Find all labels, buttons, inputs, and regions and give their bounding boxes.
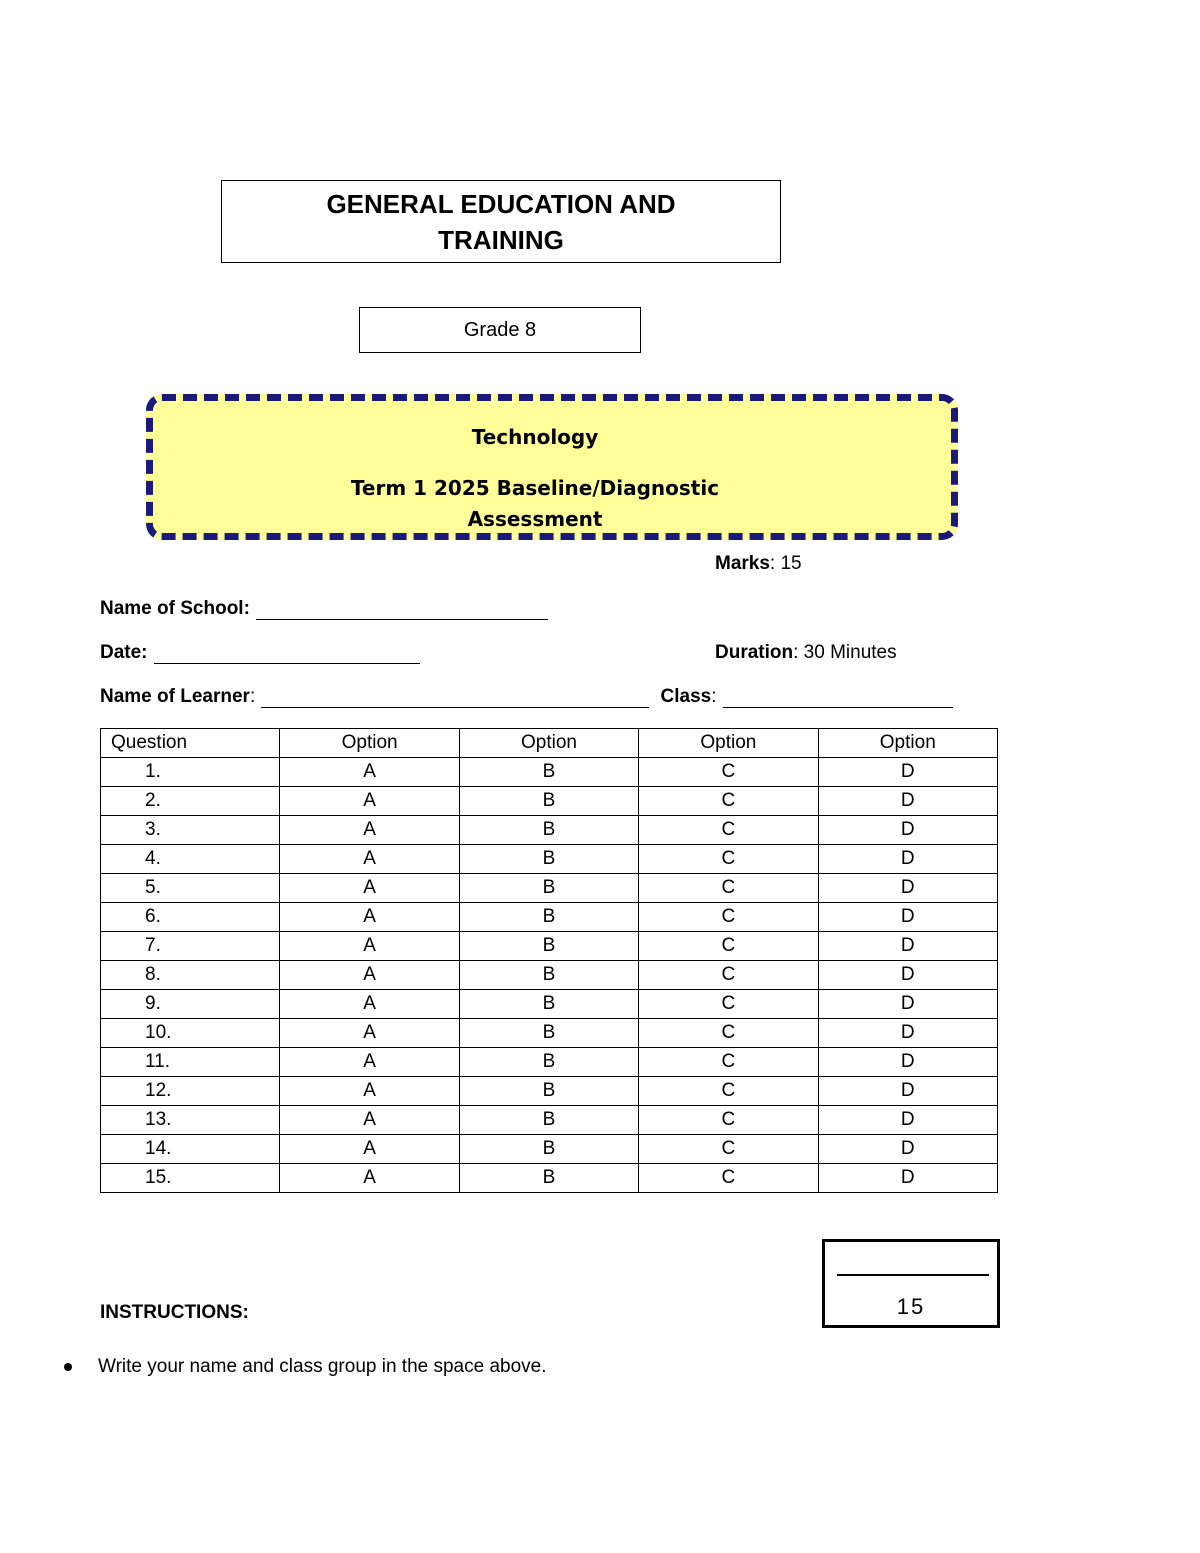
instructions-title: INSTRUCTIONS: (100, 1302, 249, 1323)
question-number: 6. (101, 903, 280, 932)
option-a-cell[interactable]: A (280, 1106, 459, 1135)
question-number: 11. (101, 1048, 280, 1077)
table-row (101, 1106, 998, 1135)
question-number: 7. (101, 932, 280, 961)
option-d-cell[interactable]: D (818, 1077, 997, 1106)
option-c-cell[interactable]: C (639, 903, 818, 932)
learner-row (100, 686, 953, 708)
option-a-cell[interactable]: A (280, 903, 459, 932)
header-question: Question (101, 729, 280, 758)
option-b-cell[interactable]: B (459, 1135, 638, 1164)
option-c-cell[interactable]: C (639, 845, 818, 874)
option-c-cell[interactable]: C (639, 1077, 818, 1106)
option-a-cell[interactable]: A (280, 1048, 459, 1077)
option-b-cell[interactable]: B (459, 816, 638, 845)
learner-label: Name of Learner (100, 686, 250, 707)
subject-title: Technology (471, 425, 599, 449)
option-c-cell[interactable]: C (639, 874, 818, 903)
option-c-cell[interactable]: C (639, 816, 818, 845)
table-row (101, 932, 998, 961)
question-number: 1. (101, 758, 280, 787)
option-d-cell[interactable]: D (818, 845, 997, 874)
option-b-cell[interactable]: B (459, 1048, 638, 1077)
question-number: 2. (101, 787, 280, 816)
question-number: 15. (101, 1164, 280, 1193)
date-row (100, 642, 420, 664)
option-c-cell[interactable]: C (639, 990, 818, 1019)
header-option-c: Option (639, 729, 818, 758)
question-number: 14. (101, 1135, 280, 1164)
duration-row (715, 642, 897, 664)
option-d-cell[interactable]: D (818, 903, 997, 932)
question-number: 12. (101, 1077, 280, 1106)
option-a-cell[interactable]: A (280, 758, 459, 787)
option-b-cell[interactable]: B (459, 990, 638, 1019)
school-input-line[interactable] (256, 599, 548, 620)
table-row (101, 1077, 998, 1106)
option-a-cell[interactable]: A (280, 1164, 459, 1193)
date-label: Date: (100, 642, 148, 663)
option-d-cell[interactable]: D (818, 1106, 997, 1135)
option-d-cell[interactable]: D (818, 816, 997, 845)
option-c-cell[interactable]: C (639, 961, 818, 990)
assessment-title-line2: Assessment (467, 507, 603, 531)
header-option-a: Option (280, 729, 459, 758)
table-row (101, 961, 998, 990)
answer-sheet-table (100, 728, 998, 1193)
marks-row (715, 553, 802, 575)
duration-label: Duration (715, 642, 794, 663)
subject-banner (146, 394, 958, 540)
option-d-cell[interactable]: D (818, 1164, 997, 1193)
option-b-cell[interactable]: B (459, 903, 638, 932)
question-number: 5. (101, 874, 280, 903)
option-d-cell[interactable]: D (818, 1019, 997, 1048)
option-d-cell[interactable]: D (818, 874, 997, 903)
option-d-cell[interactable]: D (818, 990, 997, 1019)
school-label: Name of School: (100, 598, 250, 619)
option-b-cell[interactable]: B (459, 1106, 638, 1135)
header-option-b: Option (459, 729, 638, 758)
option-a-cell[interactable]: A (280, 932, 459, 961)
instruction-item (64, 1356, 547, 1378)
question-number: 3. (101, 816, 280, 845)
bullet-icon (64, 1363, 72, 1371)
table-row (101, 990, 998, 1019)
duration-value: : 30 Minutes (793, 642, 897, 663)
header-option-d: Option (818, 729, 997, 758)
option-c-cell[interactable]: C (639, 1019, 818, 1048)
option-b-cell[interactable]: B (459, 1164, 638, 1193)
option-c-cell[interactable]: C (639, 1106, 818, 1135)
table-row (101, 1019, 998, 1048)
option-d-cell[interactable]: D (818, 961, 997, 990)
option-a-cell[interactable]: A (280, 990, 459, 1019)
table-row (101, 758, 998, 787)
option-b-cell[interactable]: B (459, 1077, 638, 1106)
option-b-cell[interactable]: B (459, 961, 638, 990)
option-a-cell[interactable]: A (280, 874, 459, 903)
date-input-line[interactable] (154, 643, 420, 664)
class-colon: : (711, 686, 717, 707)
option-c-cell[interactable]: C (639, 1135, 818, 1164)
score-entry-line[interactable] (837, 1274, 989, 1276)
option-b-cell[interactable]: B (459, 1019, 638, 1048)
document-title: GENERAL EDUCATION AND TRAINING (326, 188, 676, 255)
question-number: 4. (101, 845, 280, 874)
school-row (100, 598, 548, 620)
option-a-cell[interactable]: A (280, 787, 459, 816)
table-row (101, 903, 998, 932)
table-row (101, 874, 998, 903)
option-d-cell[interactable]: D (818, 932, 997, 961)
table-row (101, 1164, 998, 1193)
class-input-line[interactable] (723, 687, 953, 708)
learner-colon: : (249, 686, 256, 707)
learner-input-line[interactable] (261, 687, 649, 708)
option-a-cell[interactable]: A (280, 961, 459, 990)
score-total: 15 (896, 1294, 926, 1319)
score-box (822, 1239, 1000, 1328)
table-row (101, 787, 998, 816)
grade-box (359, 307, 641, 353)
option-b-cell[interactable]: B (459, 932, 638, 961)
option-d-cell[interactable]: D (818, 758, 997, 787)
question-number: 9. (101, 990, 280, 1019)
option-c-cell[interactable]: C (639, 758, 818, 787)
option-d-cell[interactable]: D (818, 1048, 997, 1077)
option-b-cell[interactable]: B (459, 874, 638, 903)
option-a-cell[interactable]: A (280, 816, 459, 845)
option-b-cell[interactable]: B (459, 787, 638, 816)
assessment-title-line1: Term 1 2025 Baseline/Diagnostic (350, 476, 720, 500)
option-c-cell[interactable]: C (639, 787, 818, 816)
option-a-cell[interactable]: A (280, 1077, 459, 1106)
table-header-row (101, 729, 998, 758)
option-c-cell[interactable]: C (639, 932, 818, 961)
option-b-cell[interactable]: B (459, 758, 638, 787)
option-a-cell[interactable]: A (280, 1135, 459, 1164)
option-d-cell[interactable]: D (818, 787, 997, 816)
option-b-cell[interactable]: B (459, 845, 638, 874)
marks-label: Marks (715, 553, 770, 574)
option-c-cell[interactable]: C (639, 1164, 818, 1193)
option-a-cell[interactable]: A (280, 845, 459, 874)
question-number: 10. (101, 1019, 280, 1048)
table-row (101, 1135, 998, 1164)
question-number: 8. (101, 961, 280, 990)
table-row (101, 845, 998, 874)
instruction-text: Write your name and class group in the space above. (98, 1356, 547, 1377)
option-c-cell[interactable]: C (639, 1048, 818, 1077)
class-label: Class (660, 686, 712, 707)
option-a-cell[interactable]: A (280, 1019, 459, 1048)
option-d-cell[interactable]: D (818, 1135, 997, 1164)
table-row (101, 1048, 998, 1077)
marks-value: : 15 (769, 553, 802, 574)
question-number: 13. (101, 1106, 280, 1135)
title-box (221, 180, 781, 263)
table-row (101, 816, 998, 845)
grade-label: Grade 8 (463, 318, 537, 341)
